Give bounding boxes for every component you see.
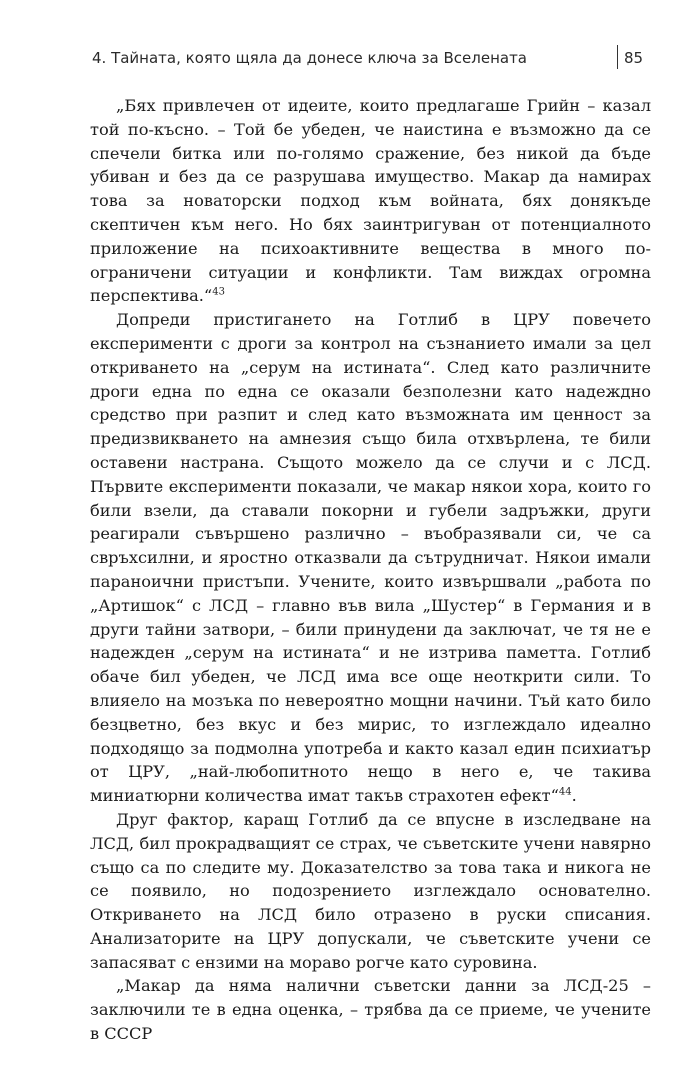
footnote-reference: 43 [212,286,225,298]
paragraph-end-punctuation: . [571,786,577,806]
paragraph-1 [90,94,651,308]
body-text [90,94,651,1046]
paragraph-text: Друг фактор, каращ Готлиб да се впусне в изследване на ЛСД, бил прокрадващият се страх, че съветските учени навярно също са по следите му. Доказателство за това така и никога не се появило, но подозрението изглеждало основателно. Откриването на ЛСД било отразено в руски списания. Анализаторите на ЦРУ допускали, че съветските учени се запасяват с ензими на мораво рогче като суровина. [90,809,651,972]
paragraph-text: Допреди пристигането на Готлиб в ЦРУ повечето експерименти с дроги за контрол на съзнанието имали за цел откриването на „серум на истината“. След като различните дроги една по една се оказали безполезни като надеждно средство при разпит и след като възможната им ценност за предизвикването на амнезия също била отхвърлена, те били оставени настрана. Същото можело да се случи и с ЛСД. Първите експерименти показали, че макар някои хора, които го били взели, да ставали покорни и губели задръжки, други реагирали съвършено различно – въобразявали си, че са свръхсилни, и яростно отказвали да сътрудничат. Някои имали параноични пристъпи. Учените, които извършвали „работа по „Артишок“ с ЛСД – главно във вила „Шустер“ в Германия и в други тайни затвори, – били принудени да заключат, че тя не е надежден „серум на истината“ и не изтрива паметта. Готлиб обаче бил убеден, че ЛСД има все още неоткрити сили. То влияело на мозъка по невероятно мощни начини. Тъй като било безцветно, без вкус и без мирис, то изглеждало идеално подходящо за подмолна употреба и както казал един психиатър от ЦРУ, „най-любопитното нещо в него е, че такива миниатюрни количества имат такъв страхотен ефект“ [90,310,651,806]
page-number: 85 [624,49,644,67]
chapter-title: 4. Тайната, която щяла да донесе ключа за Вселената [92,49,527,67]
running-head [92,44,652,72]
paragraph-2 [90,308,651,808]
paragraph-text: „Макар да няма налични съветски данни за ЛСД-25 – заключили те в една оценка, – трябва да се приеме, че учените в СССР [90,976,651,1044]
paragraph-4 [90,974,651,1045]
footnote-reference: 44 [558,786,572,798]
paragraph-text: „Бях привлечен от идеите, които предлагаше Грийн – казал той по-късно. – Той бе убеден, че наистина е възможно да се спечели битка или по-голямо сражение, без никой да бъде убиван и без да се разрушава имущество. Макар да намирах това за новаторски подход към войната, бях донякъде скептичен към него. Но бях заинтригуван от потенциалното приложение на психоактивните вещества в много по-ограничени ситуации и конфликти. Там виждах огромна перспектива.“ [90,96,651,306]
header-divider [617,45,618,69]
paragraph-3 [90,808,651,975]
